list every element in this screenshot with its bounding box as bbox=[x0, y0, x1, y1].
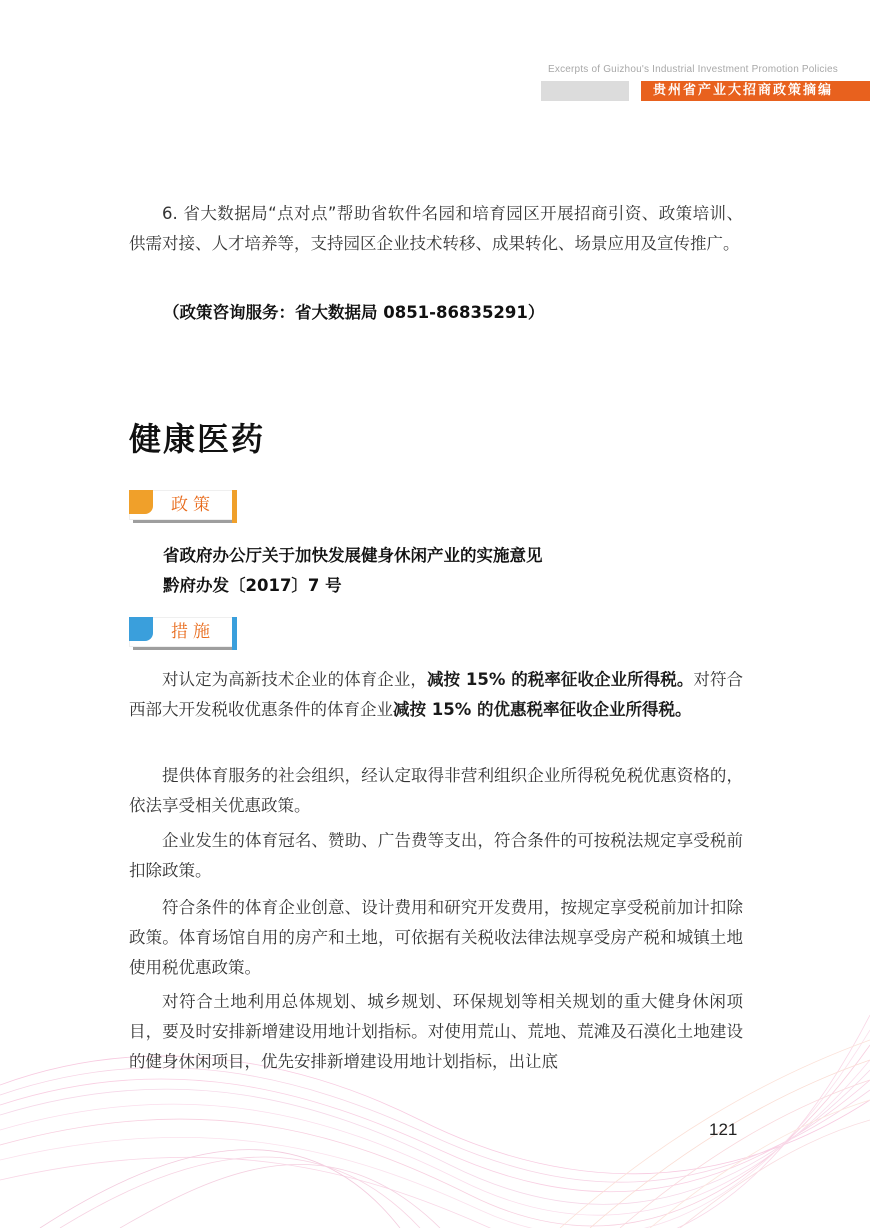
measure-paragraph-4: 符合条件的体育企业创意、设计费用和研究开发费用，按规定享受税前加计扣除政策。体育场馆自用的房产和土地，可依据有关税收法律法规享受房产税和城镇土地使用税优惠政策。 bbox=[129, 898, 743, 977]
measure-paragraph-2: 提供体育服务的社会组织，经认定取得非营利组织企业所得税免税优惠资格的，依法享受相关优惠政策。 bbox=[129, 766, 743, 815]
policy-tag bbox=[129, 490, 237, 523]
measures-tag-label: 措施 bbox=[171, 622, 215, 642]
policy-tag-label: 政策 bbox=[171, 495, 215, 515]
measure-1-text-c: 对符合西部大开发税收优惠条件的体育企业 bbox=[129, 670, 744, 719]
header-grey-bar bbox=[541, 81, 629, 101]
measures-tag bbox=[129, 617, 237, 650]
measure-1-text-a: 对认定为高新技术企业的体育企业， bbox=[162, 670, 427, 689]
measure-paragraph-1 bbox=[129, 665, 743, 725]
intro-item-6: 6. 省大数据局“点对点”帮助省软件名园和培育园区开展招商引资、政策培训、供需对接、人才培养等，支持园区企业技术转移、成果转化、场景应用及宣传推广。 bbox=[129, 204, 743, 253]
measure-paragraph-3: 企业发生的体育冠名、赞助、广告费等支出，符合条件的可按税法规定享受税前扣除政策。 bbox=[129, 831, 743, 880]
measure-1-text-d: 减按 15% 的优惠税率征收企业所得税。 bbox=[393, 700, 692, 719]
policy-document-title: 省政府办公厅关于加快发展健身休闲产业的实施意见 bbox=[163, 546, 543, 565]
header-english-title: Excerpts of Guizhou's Industrial Investment Promotion Policies bbox=[548, 64, 838, 75]
consultation-contact: （政策咨询服务：省大数据局 0851-86835291） bbox=[163, 303, 545, 322]
measure-1-text-b: 减按 15% 的税率征收企业所得税。 bbox=[426, 670, 694, 689]
policy-document-number: 黔府办发〔2017〕7 号 bbox=[163, 576, 342, 595]
measure-paragraph-5: 对符合土地利用总体规划、城乡规划、环保规划等相关规划的重大健身休闲项目，要及时安排新增建设用地计划指标。对使用荒山、荒地、荒滩及石漠化土地建设的健身休闲项目，优先安排新增建设用地计划指标，出让底 bbox=[129, 992, 743, 1071]
page-number: 121 bbox=[709, 1120, 738, 1139]
section-title: 健康医药 bbox=[129, 420, 266, 458]
header-chinese-title: 贵州省产业大招商政策摘编 bbox=[641, 81, 870, 101]
